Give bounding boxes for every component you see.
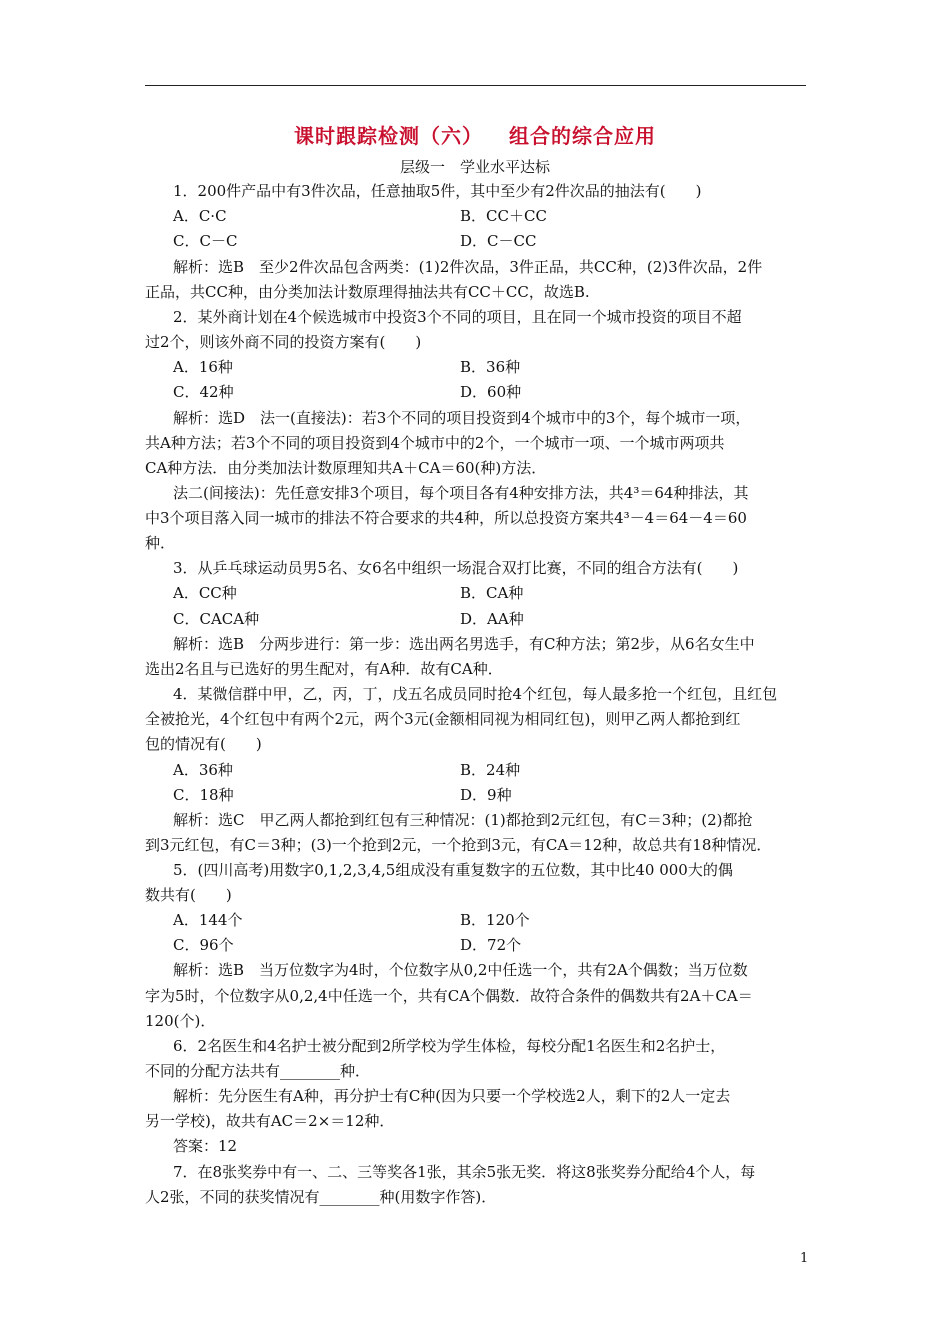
q3-option-a: A．CC种 [173, 584, 237, 602]
q2-solution-line: 种． [145, 534, 176, 552]
q1-solution-line: 正品，共CC种，由分类加法计数原理得抽法共有CC＋CC，故选B. [145, 283, 590, 301]
q5-option-c: C．96个 [173, 936, 234, 954]
q5-option-b: B．120个 [460, 911, 530, 929]
q5-solution-line: 120(个)． [145, 1012, 216, 1030]
q1-option-b: B．CC＋CC [460, 207, 547, 225]
q2-solution-line: 法二(间接法)：先任意安排3个项目，每个项目各有4种安排方法，共4³＝64种排法，其 [173, 484, 749, 502]
q1-option-a: A．C·C [173, 207, 227, 225]
q4-option-c: C．18种 [173, 786, 234, 804]
q3-solution-line: 选出2名且与已选好的男生配对，有A种．故有CA种． [145, 660, 503, 678]
q3-solution-line: 解析：选B 分两步进行：第一步：选出两名男选手，有C种方法；第2步，从6名女生中 [173, 635, 755, 653]
question-7: 7．在8张奖券中有一、二、三等奖各1张，其余5张无奖．将这8张奖券分配给4个人，每 [173, 1163, 756, 1181]
title-left: 课时跟踪检测（六） [294, 124, 483, 148]
q2-solution-line: 中3个项目落入同一城市的排法不符合要求的共4种，所以总投资方案共4³－4＝64－4＝60 [145, 509, 747, 527]
q6-answer: 答案：12 [173, 1137, 238, 1155]
q2-option-a: A．16种 [173, 358, 233, 376]
question-2-cont: 过2个，则该外商不同的投资方案有( ) [145, 333, 422, 351]
question-1: 1．200件产品中有3件次品，任意抽取5件，其中至少有2件次品的抽法有( ) [173, 182, 702, 200]
question-5-cont: 数共有( ) [145, 886, 232, 904]
q4-option-d: D．9种 [460, 786, 512, 804]
question-6: 6．2名医生和4名护士被分配到2所学校为学生体检，每校分配1名医生和2名护士， [173, 1037, 726, 1055]
q2-solution-line: CA种方法．由分类加法计数原理知共A＋CA＝60(种)方法． [145, 459, 547, 477]
top-rule [145, 85, 806, 86]
question-7-cont: 人2张，不同的获奖情况有________种(用数字作答)． [145, 1188, 497, 1206]
q6-solution-line: 解析：先分医生有A种，再分护士有C种(因为只要一个学校选2人，剩下的2人一定去 [173, 1087, 731, 1105]
question-2: 2．某外商计划在4个候选城市中投资3个不同的项目，且在同一个城市投资的项目不超 [173, 308, 742, 326]
q3-option-d: D．AA种 [460, 610, 524, 628]
question-4: 4．某微信群中甲，乙，丙，丁，戊五名成员同时抢4个红包，每人最多抢一个红包，且红包 [173, 685, 778, 703]
question-4-cont: 全被抢光，4个红包中有两个2元，两个3元(金额相同视为相同红包)，则甲乙两人都抢到红 [145, 710, 741, 728]
q4-option-a: A．36种 [173, 761, 233, 779]
q1-solution-line: 解析：选B 至少2件次品包含两类：(1)2件次品，3件正品，共CC种，(2)3件次品，2件 [173, 258, 763, 276]
title-right: 组合的综合应用 [509, 124, 656, 148]
page-number: 1 [800, 1251, 809, 1266]
q5-solution-line: 解析：选B 当万位数字为4时，个位数字从0,2中任选一个，共有2A个偶数；当万位数 [173, 961, 748, 979]
q4-option-b: B．24种 [460, 761, 521, 779]
question-3: 3．从乒乓球运动员男5名、女6名中组织一场混合双打比赛，不同的组合方法有( ) [173, 559, 739, 577]
section-subtitle: 层级一 学业水平达标 [399, 158, 550, 176]
question-4-cont: 包的情况有( ) [145, 735, 262, 753]
q2-option-d: D．60种 [460, 383, 522, 401]
q2-option-c: C．42种 [173, 383, 234, 401]
q5-solution-line: 字为5时，个位数字从0,2,4中任选一个，共有CA个偶数．故符合条件的偶数共有2A＋CA＝ [145, 987, 753, 1005]
q3-option-b: B．CA种 [460, 584, 524, 602]
question-6-cont: 不同的分配方法共有________种． [145, 1062, 371, 1080]
q1-option-c: C．C－C [173, 232, 238, 250]
q2-option-b: B．36种 [460, 358, 521, 376]
q5-option-d: D．72个 [460, 936, 522, 954]
q4-solution-line: 解析：选C 甲乙两人都抢到红包有三种情况：(1)都抢到2元红包，有C＝3种；(2)都抢 [173, 811, 753, 829]
q2-solution-line: 共A种方法；若3个不同的项目投资到4个城市中的2个，一个城市一项、一个城市两项共 [145, 434, 725, 452]
q4-solution-line: 到3元红包，有C＝3种；(3)一个抢到2元，一个抢到3元，有CA＝12种，故总共有18种情况． [145, 836, 772, 854]
q3-option-c: C．CACA种 [173, 610, 260, 628]
question-5: 5．(四川高考)用数字0,1,2,3,4,5组成没有重复数字的五位数，其中比40 000大的偶 [173, 861, 733, 879]
q5-option-a: A．144个 [173, 911, 243, 929]
q2-solution-line: 解析：选D 法一(直接法)：若3个不同的项目投资到4个城市中的3个，每个城市一项， [173, 409, 751, 427]
page-title [0, 120, 950, 149]
q1-option-d: D．C－CC [460, 232, 537, 250]
q6-solution-line: 另一学校)，故共有AC＝2×＝12种． [145, 1112, 395, 1130]
